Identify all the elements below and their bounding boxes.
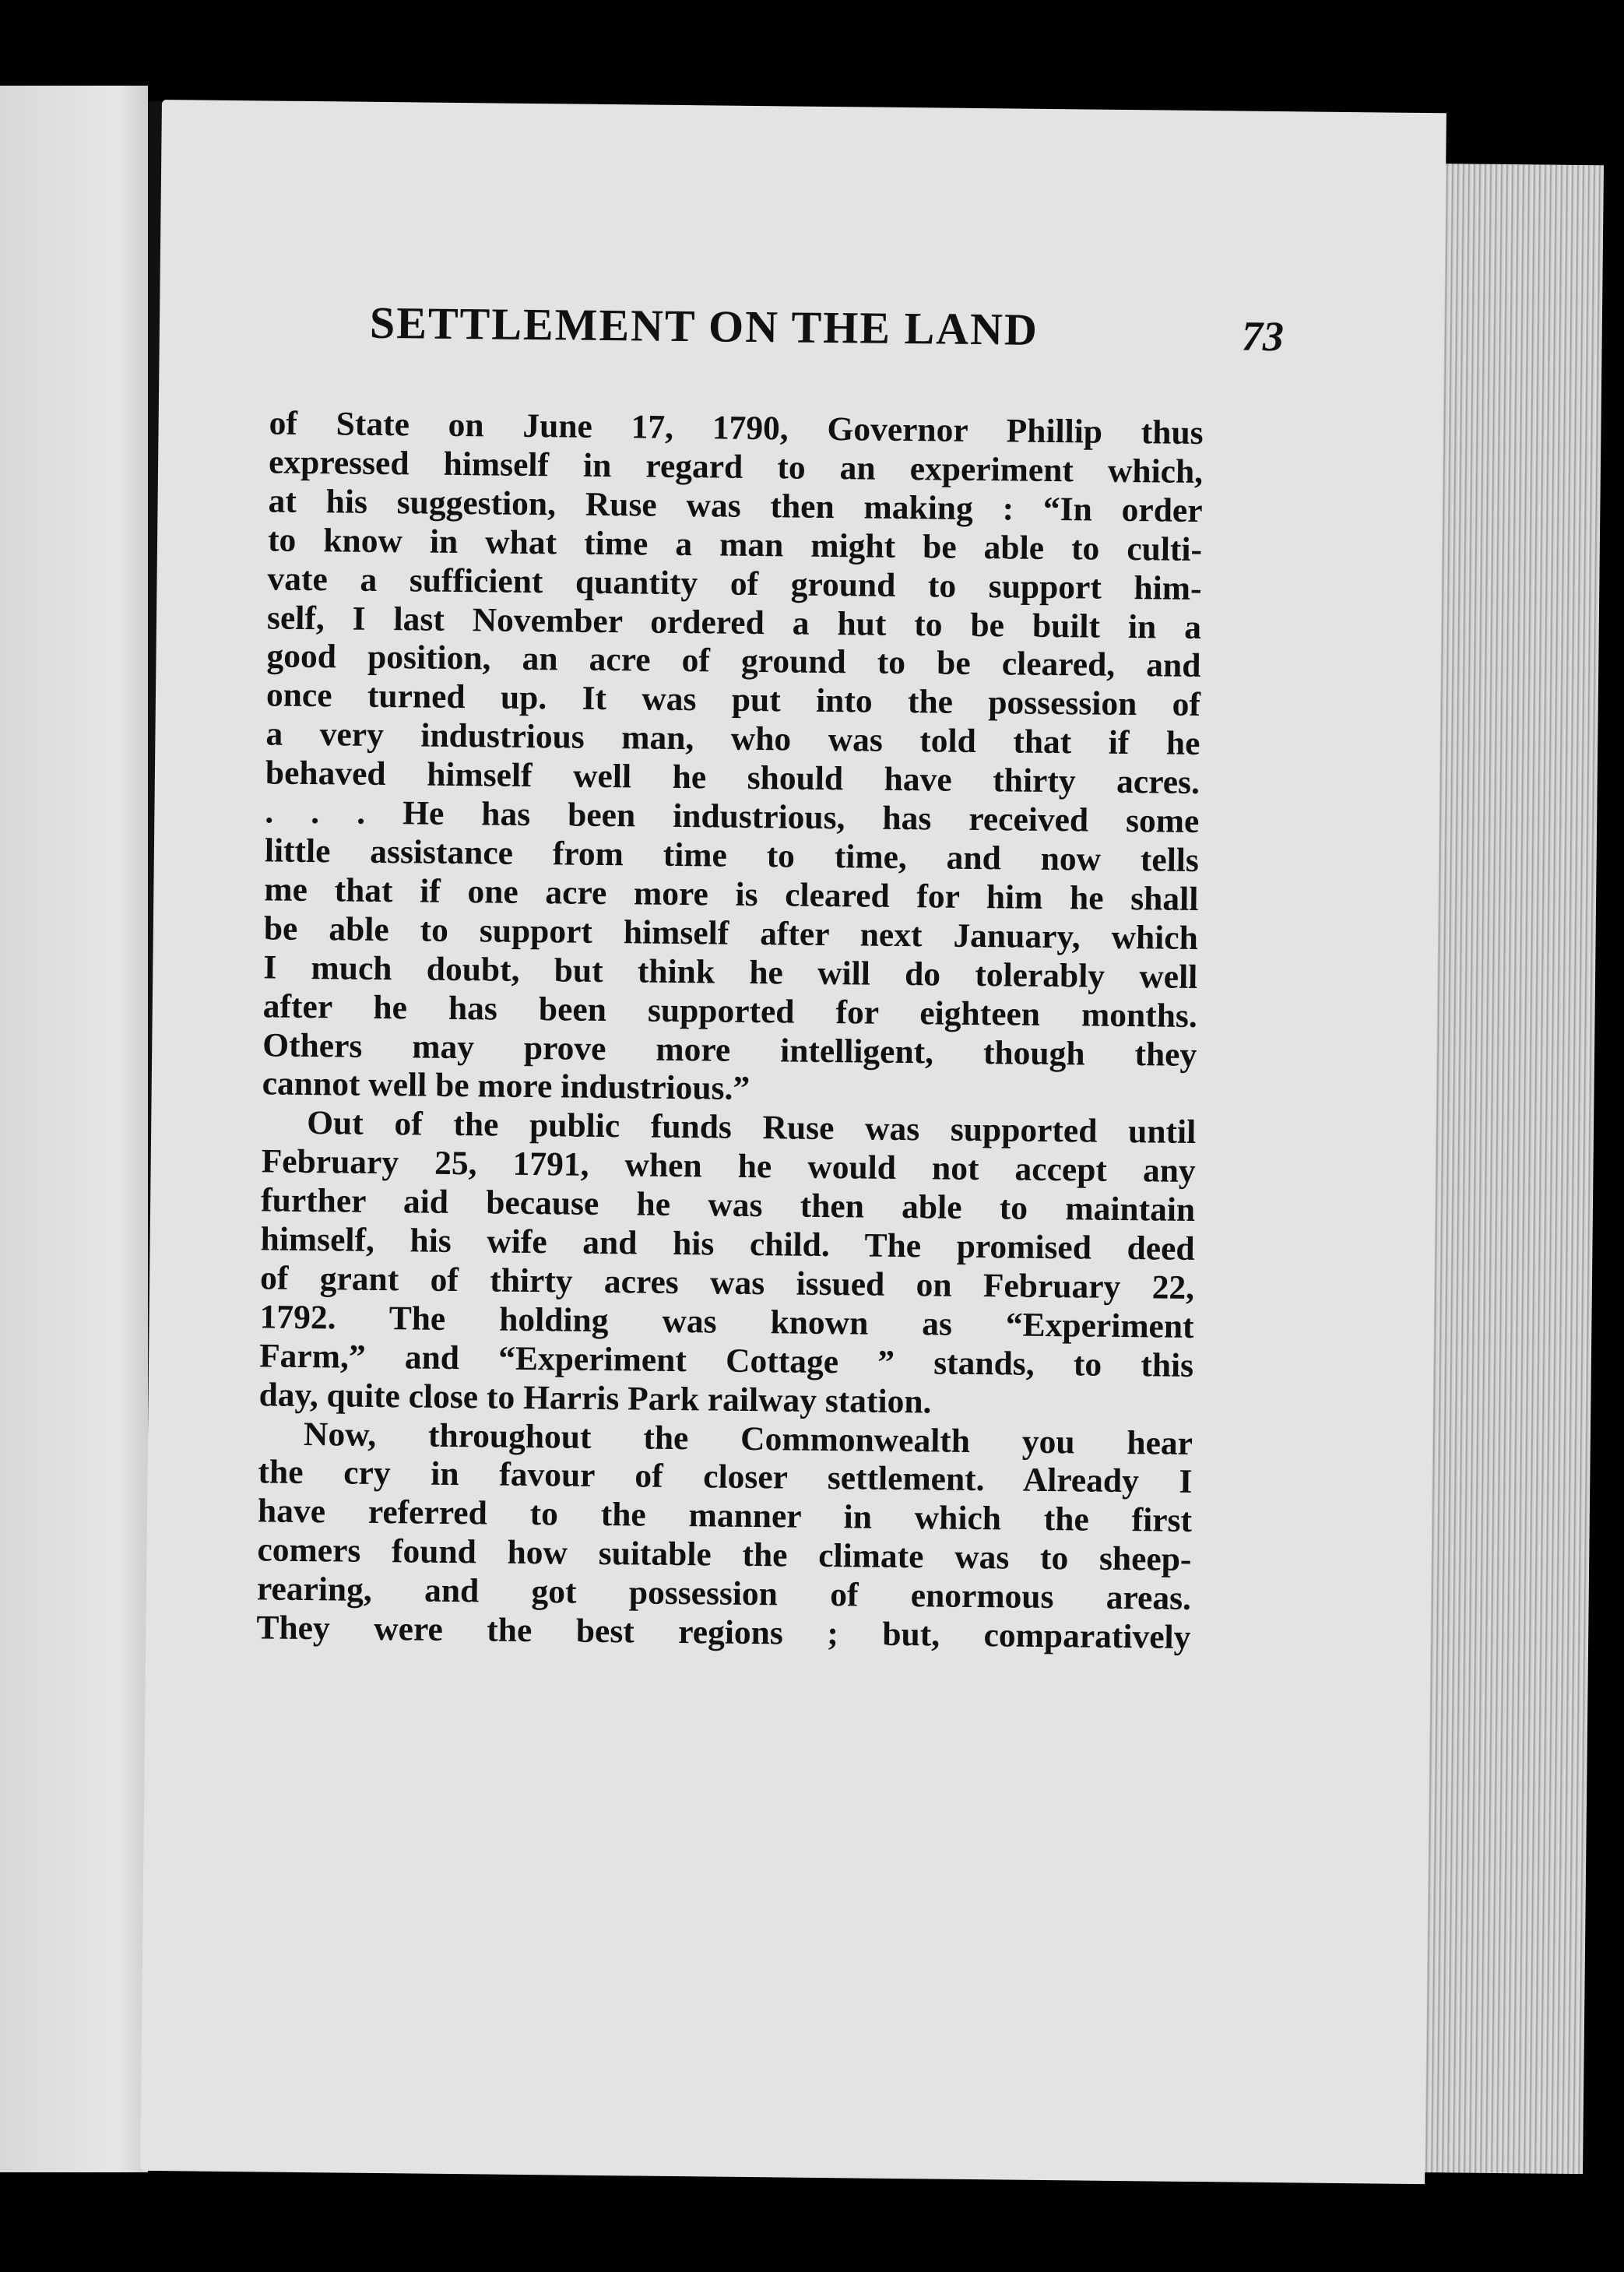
- text-line: self, I last November ordered a hut to be built in a: [266, 598, 1202, 646]
- text-line: 1792. The holding was known as “Experiment: [259, 1298, 1194, 1345]
- text-line: be able to support himself after next January, which: [263, 909, 1199, 957]
- text-line: further aid because he was then able to maintain: [260, 1181, 1196, 1229]
- left-page-edge: [0, 86, 148, 2172]
- text-line: Now, throughout the Commonwealth you hear: [303, 1415, 1193, 1462]
- text-line: the cry in favour of closer settlement. Already I: [258, 1453, 1193, 1501]
- text-line: after he has been supported for eighteen months.: [262, 987, 1198, 1035]
- text-line: I much doubt, but think he will do tolerably well: [263, 948, 1198, 996]
- text-line: expressed himself in regard to an experiment which,: [268, 443, 1204, 491]
- text-line: a very industrious man, who was told that if he: [265, 715, 1200, 763]
- text-line: behaved himself well he should have thirty acres.: [265, 754, 1200, 802]
- text-line: to know in what time a man might be able to culti-: [267, 521, 1203, 568]
- text-line: Farm,” and “Experiment Cottage ” stands, to this: [258, 1337, 1194, 1384]
- text-line: February 25, 1791, when he would not accept any: [261, 1142, 1196, 1191]
- body-text: [256, 404, 1204, 1657]
- text-line: Out of the public funds Ruse was supported until: [306, 1104, 1197, 1152]
- text-line: cannot well be more industrious.”: [262, 1064, 750, 1108]
- text-line: of grant of thirty acres was issued on February 22,: [259, 1259, 1195, 1307]
- text-line: have referred to the manner in which the first: [257, 1492, 1193, 1540]
- text-line: good position, an acre of ground to be cleared, and: [266, 637, 1201, 685]
- text-line: himself, his wife and his child. The promised deed: [260, 1220, 1195, 1268]
- text-line: rearing, and got possession of enormous areas.: [256, 1570, 1192, 1618]
- text-line: day, quite close to Harris Park railway station.: [258, 1376, 932, 1421]
- book-page: [140, 100, 1446, 2184]
- text-line: Others may prove more intelligent, though they: [262, 1025, 1197, 1074]
- text-line: of State on June 17, 1790, Governor Phillip thus: [269, 404, 1204, 452]
- text-line: comers found how suitable the climate was to sheep-: [257, 1531, 1192, 1579]
- text-line: me that if one acre more is cleared for him he shall: [264, 870, 1199, 918]
- text-line: little assistance from time to time, and now tells: [264, 832, 1200, 879]
- text-line: They were the best regions ; but, comparatively: [256, 1609, 1191, 1657]
- running-title: SETTLEMENT ON THE LAND: [369, 297, 1039, 355]
- text-line: once turned up. It was put into the possession of: [265, 676, 1201, 724]
- text-line: at his suggestion, Ruse was then making : “In order: [268, 482, 1203, 529]
- text-line: vate a sufficient quantity of ground to support him-: [267, 560, 1202, 607]
- text-line: . . . He has been industrious, has received some: [265, 793, 1200, 841]
- page-number: 73: [1241, 312, 1285, 360]
